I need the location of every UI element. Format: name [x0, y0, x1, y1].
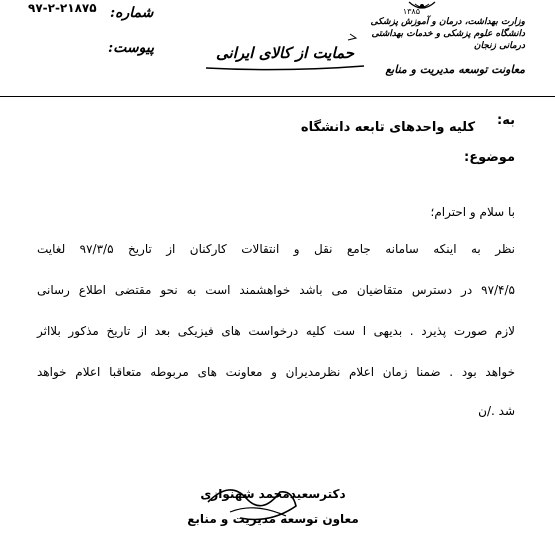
- body-line-1: نظر به اینکه سامانه جامع نقل و انتقالات کارکنان از تاریخ ۹۷/۳/۵ لغایت: [37, 242, 515, 256]
- header-divider: [0, 96, 555, 97]
- body-line-2: ۹۷/۴/۵ در دسترس متقاضیان می باشد خواهشمند است به نحو مقتضی اطلاع رسانی: [37, 283, 515, 297]
- ministry-line-2: دانشگاه علوم پزشکی و خدمات بهداشتی درمانی زنجان: [371, 29, 525, 51]
- recipient-value: کلیه واحدهای تابعه دانشگاه: [300, 120, 475, 135]
- signatory-title: معاون توسعه مدیریت و منابع: [187, 512, 359, 526]
- body-line-4: خواهد بود . ضمنا زمان اعلام نظرمدیران و معاونت های مربوطه متعاقبا اعلام خواهد: [37, 365, 515, 379]
- handwritten-signature: [200, 472, 310, 536]
- ministry-line-1: وزارت بهداشت، درمان و آموزش پزشکی: [370, 17, 525, 27]
- ministry-header: [365, 16, 525, 76]
- slogan-text: حمایت از کالای ایرانی: [216, 44, 354, 62]
- subject-label: موضوع:: [464, 150, 515, 165]
- attachment-label: پیوست:: [108, 40, 154, 56]
- body-line-3: لازم صورت پذیرد . بدیهی ا ست کلیه درخواست های فیزیکی بعد از تاریخ مذکور بلااثر: [37, 324, 515, 338]
- body-line-5: شد ./ن: [478, 404, 515, 418]
- letter-number: ۹۷-۲-۲۱۸۷۵: [28, 1, 97, 15]
- signatory-name: دکترسعیدمحمد شهنوازی: [200, 487, 346, 501]
- emblem-year: ۱۳۸۵: [402, 7, 420, 16]
- greeting: با سلام و احترام؛: [430, 205, 515, 219]
- recipient-label: به:: [497, 113, 515, 128]
- number-label: شماره:: [110, 5, 154, 21]
- ministry-line-3: معاونت توسعه مدیریت و منابع: [385, 63, 525, 76]
